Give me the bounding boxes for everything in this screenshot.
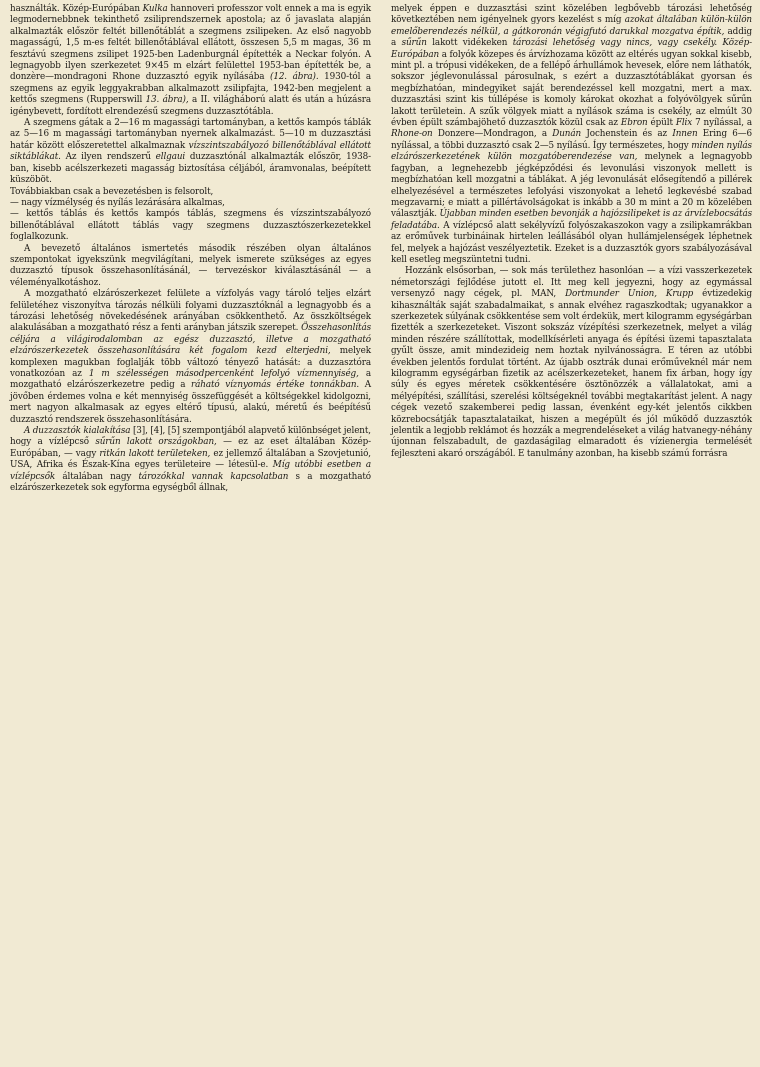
text-run: 7 nyílással, a <box>692 118 752 129</box>
italic-text: vízszintszabályozó billenőtáblával ellátott siktáblákat. <box>10 140 371 163</box>
list-line: — nagy vízmélység és nyílás lezárására alkalmas, <box>10 197 225 208</box>
paragraph <box>10 426 371 494</box>
italic-text: ritkán lakott területeken, <box>99 448 211 459</box>
italic-text: Dunán <box>552 129 582 140</box>
text-run: ez jellemző általában a Szovjetunió, USA, Afrika és Észak-Kína egyes területeire — létesül-e. <box>10 448 372 471</box>
text-run: melyek éppen e duzzasztási szint közelében legbővebb tározási lehetőség következtében nem igényelnek gyors kezelést s míg <box>391 4 752 26</box>
italic-text: azokat általában külön-külön emelőberendezés nélkül, a gátkoronán végigfutó darukkal mozgatva építik, <box>391 15 752 37</box>
text-run: használták. Közép-Európában <box>10 4 143 14</box>
text-run: a II. világháború alatt és után a húzásra igénybevett, fordított elrendezésű szegmens duzzasztótábla. <box>10 95 371 117</box>
text-run: általában nagy <box>55 471 139 482</box>
text-run: A vízlépcső alatt sekélyvízű folyószakaszokon vagy a zsilipkamrákban az erőművek turbináinak hirtelen leállásából olyan hullámjelenségek léphetnek fel, melyek a hajózást veszélyeztetik. Ezeket is a duzzasztók gyors szabályozásával kell esetleg megszüntetni tudni. <box>391 220 752 265</box>
text-run: évtizedekig kihasználták saját szabadalmaikat, s annak elvéhez ragaszkodtak; ugyanakkor a szerkezetek súlyának csökkentése sem volt érdekük, mert kilogramm egységárban fizették a szerkezeteket. Viszont sokszáz vízépítési szerkezetnek, melyet a világ minden részére szállítottak, modellkísérleti anyaga és építési üzemi tapasztalata gyűlt össze, amit mindezideig nem hoztak nyilvánosságra. E téren az utóbbi években jelentős fordulat történt. Az újabb osztrák dunai erőműveknél már nem kilogramm egységárban fizetik az acélszerkezeteket, hanem fix árban, hogy így súly és egyes méretek csökkentésére ösztönözzék a vállalatokat, ami a mélyépítési, szállítási, szerelési költségeknél további megtakarítást jelent. A nagy cégek vezető szakemberei pedig lassan, évenként egy-két jelentős cikkben közrebocsátják tapasztalataikat, hiszen a megépült és jól működő duzzasztók jelentik a legjobb reklámot és hozzák a megrendeléseket a világ hatvanegy-néhány újonnan felszabadult, de gazdaságilag elmaradott és vízienergia termelését fejleszteni akaró országából. E tanulmány azonban, ha kisebb számú forrásra <box>391 289 752 459</box>
text-run: A jövőben érdemes volna e két mennyiség összefüggését a költségekkel kidolgozni, mert nagyon alkalmasak az egyes eltérő típusú, alakú, méretű és beépítésű duzzasztó rendszerek összehasonlítására. <box>10 380 372 425</box>
italic-text: Ebron <box>620 118 648 129</box>
italic-text: sűrűn lakott országokban, <box>95 437 217 448</box>
italic-text: Közép-Európában <box>391 38 752 60</box>
italic-text: Míg utóbbi esetben a vízlépcsők <box>10 460 371 482</box>
italic-text: Újabban minden esetben bevonják a hajózsilipeket is az árvízlebocsátás feladatába. <box>391 209 753 231</box>
text-run: Hozzánk elsősorban, — sok más területhez hasonlóan — a vízi vasszerkezetek németországi fejlődése jutott el. Itt meg kell jegyezni, hogy az egymással versenyző nagy cégek, pl. MAN, <box>391 266 752 300</box>
italic-text: Dortmunder Union, Krupp <box>565 289 694 300</box>
italic-text: Flix <box>675 118 693 129</box>
text-run: Jochenstein és az <box>581 129 673 140</box>
paragraph <box>10 4 371 118</box>
italic-text: 13. ábra), <box>145 95 189 106</box>
text-run: melyek komplexen magukban foglalják több változó tényező hatását: a duzzasztóra vonatkozóan az <box>10 346 372 379</box>
italic-text: ellgaui <box>155 152 186 163</box>
text-run: a folyók közepes és árvízhozama között az eltérés ugyan sokkal kisebb, mint pl. a trópusi vidékeken, de a fellépő árhullámok hevesek, előre nem láthatók, sokszor jéglevonulással párosulnak, s ezért a duzzasztótáblákat gyorsan és megbízhatóan, mindegyiket saját berendezéssel kell mozgatni, mert a max. duzzasztási szint kis túllépése is komoly károkat okozhat a folyóvölgyek sűrűn lakott területein. A szűk völgyek miatt a nyílások száma is csekély, az elmúlt 30 évben épült számbajöhető duzzasztók közül csak az <box>391 49 752 129</box>
text-run: [3], [4], [5] szempontjából alapvető különbséget jelent, hogy a vízlépcső <box>10 426 371 448</box>
italic-text: 1 m szélességen másodpercenként lefolyó vízmennyiség, <box>88 369 359 379</box>
paragraph <box>10 118 371 186</box>
text-column-right <box>391 4 752 1067</box>
italic-text: sűrűn <box>401 38 427 49</box>
list-line: Továbbiakban csak a bevezetésben is felsorolt, <box>10 186 214 197</box>
italic-text: Innen <box>672 129 698 140</box>
text-run: melynek a legnagyobb fagyban, a legnehezebb jégképződési és levonulási viszonyok mellett is megbízhatóan kell mozgatni a táblákat. A jég levonulását elősegítendő a pillérek elhelyezésével a természetes lefolyási viszonyokat a lehető legkevésbé szabad megzavarni; e miatt a pillértávolságokat is inkább a 30 m mint a 20 m közelében választják. <box>391 152 752 220</box>
text-run: A mozgatható elzárószerkezet felülete a vízfolyás vagy tároló teljes elzárt felületéhez viszonyítva tározás nélküli folyami duzzasztóknál a legnagyobb és a tározási lehetőség növekedésének arányában csökkenthető. Az összköltségek alakulásában a mozgatható rész a fenti arányban játszik szerepet. <box>10 289 371 334</box>
italic-text: Összehasonlítás céljára a világirodalomban az egész duzzasztó, illetve a mozgatható elzárószerkezetek összehasonlítására két fogalom kezd elterjedni, <box>10 323 371 357</box>
text-run: Az ilyen rendszerű <box>60 152 156 163</box>
text-run: duzzasztónál alkalmazták először, 1938-ban, kisebb acélszerkezeti magasság biztosítása céljából, áramvonalas, beépített küszöböt. <box>10 152 371 186</box>
paragraph <box>391 266 752 460</box>
italic-text: minden nyílás elzárószerkezetének külön mozgatóberendezése van, <box>391 140 752 163</box>
text-run: a mozgatható elzárószerkezetre pedig a <box>10 369 371 391</box>
paragraph <box>10 187 371 244</box>
italic-text: Rhone-on <box>391 129 433 140</box>
paragraph <box>391 4 752 266</box>
text-run: s a mozgatható elzárószerkezetek sok egyforma egységből állnak, <box>10 471 372 494</box>
italic-text: Kulka <box>142 4 168 14</box>
text-run: hannoveri professzor volt ennek a ma is egyik legmodernebbnek tekinthető zsiliprendszernek apostola; az ő javaslata alapján alkalmazták először feltét billenőtáblát a szegmens zsilipeken. Az első nagyobb magasságú, 1,5 m-es feltét billenőtáblával ellátott, összesen 5,5 m magas, 36 m fesztávú szegmens zsilipet 1925-ben Ladenburgnál építették a Neckar folyón. A legnagyobb ilyen szerkezetet 9×45 m elzárt felülettel 1953-ban építették be, a donzère—mondragoni Rhone duzzasztó egyik nyílásába <box>10 4 371 83</box>
paragraph <box>10 244 371 290</box>
text-column-left <box>10 4 371 1067</box>
text-run: Ering 6—6 nyílással, a többi duzzasztó csak 2—5 nyílású. Így természetes, hogy <box>391 129 753 151</box>
text-run: Donzere—Mondragon, a <box>432 129 553 140</box>
paragraph <box>10 289 371 426</box>
italic-text: ráható víznyomás értéke tonnákban. <box>191 380 360 391</box>
text-run: lakott vidékeken <box>426 38 513 49</box>
italic-text: (12. ábra). <box>269 72 319 83</box>
italic-text: tározókkal vannak kapcsolatban <box>138 471 289 482</box>
italic-text: A duzzasztók kialakítása <box>24 426 131 437</box>
text-run: addig a <box>391 26 752 49</box>
list-line: — kettős táblás és kettős kampós táblás, szegmens és vízszintszabályozó billenőtáblával ellátott táblás vagy szegmens duzzasztószerkezetekkel foglalkozunk. <box>10 209 371 243</box>
text-run: — ez az eset általában Közép-Európában, — vagy <box>10 437 372 459</box>
text-run: A szegmens gátak a 2—16 m magassági tartományban, a kettős kampós táblák az 5—16 m magassági tartományban nyernek alkalmazást. 5—10 m duzzasztási határ között előszeretettel alkalmaznak <box>10 118 371 151</box>
text-run: A bevezető általános ismertetés második részében olyan általános szempontokat igyekszünk megvilágítani, melyek ismerete szükséges az egyes duzzasztó típusok összehasonlításánál, — tervezéskor kiválasztásánál — a véleményalkotáshoz. <box>10 243 371 288</box>
italic-text: tározási lehetőség vagy nincs, vagy csekély. <box>512 38 718 49</box>
text-run: épült <box>647 118 676 129</box>
text-run: 1930-tól a szegmens az egyik leggyakrabban alkalmazott zsilipfajta, 1942-ben megjelent a kettős szegmens (Rupperswill <box>10 72 372 106</box>
